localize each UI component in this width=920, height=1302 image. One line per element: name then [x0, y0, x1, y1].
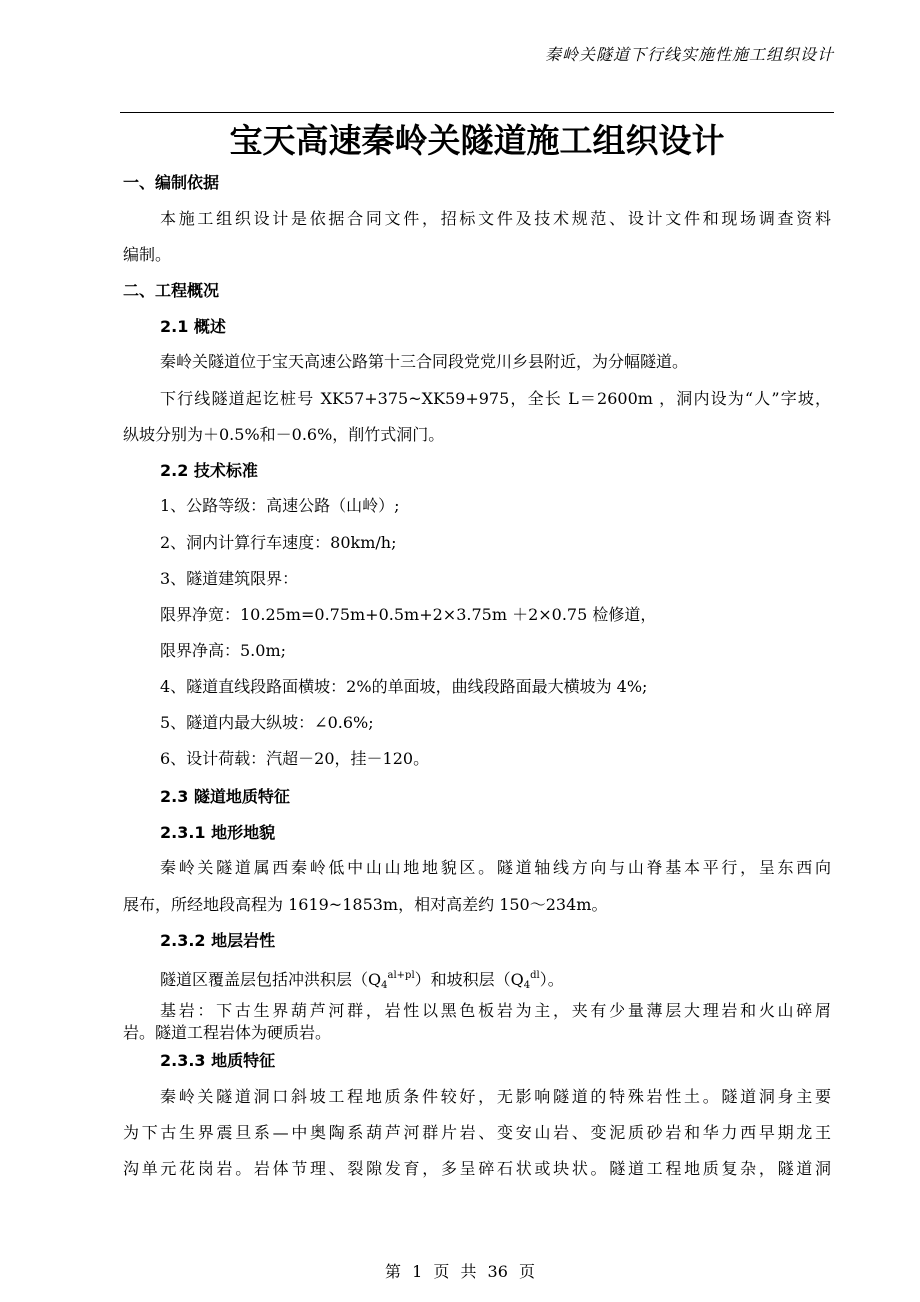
header-divider	[120, 112, 834, 113]
q-subscript-2: 4	[523, 980, 531, 991]
q-superscript-1: al+pl	[387, 970, 415, 981]
section-2-3-1-heading: 2.3.1 地形地貌	[160, 823, 276, 842]
q-superscript-2: dl	[530, 970, 540, 981]
section-2-3-heading: 2.3 隧道地质特征	[160, 787, 290, 806]
overburden-text-a: 隧道区覆盖层包括冲洪积层（Q	[160, 970, 382, 989]
section-2-3-3-heading: 2.3.3 地质特征	[160, 1051, 276, 1070]
section-2-1-paragraph-2-line-1: 下行线隧道起讫桩号 XK57+375~XK59+975，全长 L＝2600m ，洞内设为“人”字坡，	[160, 389, 831, 408]
running-header: 秦岭关隧道下行线实施性施工组织设计	[544, 45, 834, 64]
section-2-3-3-paragraph-line-2: 为下古生界震旦系—中奥陶系葫芦河群片岩、变安山岩、变泥质砂岩和华力西早期龙王	[123, 1123, 831, 1142]
page-number-footer: 第 1 页 共 36 页	[385, 1262, 535, 1281]
q-subscript-1: 4	[381, 980, 388, 991]
section-1-paragraph-line-1: 本施工组织设计是依据合同文件，招标文件及技术规范、设计文件和现场调查资料	[160, 209, 831, 228]
section-2-3-1-paragraph-line-1: 秦岭关隧道属西秦岭低中山山地地貌区。隧道轴线方向与山脊基本平行，呈东西向	[160, 858, 831, 877]
section-2-3-1-paragraph-line-2: 展布，所经地段高程为 1619~1853m，相对高差约 150～234m。	[123, 895, 608, 914]
section-2-3-2-paragraph-2-line-1: 基岩：下古生界葫芦河群，岩性以黑色板岩为主，夹有少量薄层大理岩和火山碎屑	[160, 1001, 831, 1020]
overburden-text-c: ）。	[539, 970, 564, 989]
section-2-2-heading: 2.2 技术标准	[160, 461, 258, 480]
overburden-text-b: ）和坡积层（Q	[414, 970, 524, 989]
standard-item-6: 6、设计荷载：汽超－20，挂－120。	[160, 749, 430, 768]
section-2-heading: 二、工程概况	[123, 281, 220, 300]
section-1-paragraph-line-2: 编制。	[123, 245, 172, 264]
standard-item-3: 3、隧道建筑限界：	[160, 569, 299, 588]
section-2-3-3-paragraph-line-3: 沟单元花岗岩。岩体节理、裂隙发育，多呈碎石状或块状。隧道工程地质复杂，隧道洞	[123, 1159, 831, 1178]
section-1-heading: 一、编制依据	[123, 173, 220, 192]
section-2-1-heading: 2.1 概述	[160, 317, 226, 336]
standard-item-3-height: 限界净高：5.0m;	[160, 641, 287, 660]
standard-item-1: 1、公路等级：高速公路（山岭）;	[160, 496, 400, 515]
standard-item-5: 5、隧道内最大纵坡：∠0.6%;	[160, 713, 374, 732]
section-2-3-2-paragraph-2-line-2: 岩。隧道工程岩体为硬质岩。	[123, 1023, 332, 1042]
document-title: 宝天高速秦岭关隧道施工组织设计	[229, 121, 725, 160]
standard-item-3-width: 限界净宽：10.25m=0.75m+0.5m+2×3.75m ＋2×0.75 检修道，	[160, 605, 657, 624]
section-2-3-3-paragraph-line-1: 秦岭关隧道洞口斜坡工程地质条件较好，无影响隧道的特殊岩性土。隧道洞身主要	[160, 1087, 831, 1106]
section-2-3-2-paragraph-1	[160, 965, 880, 997]
section-2-1-paragraph-1: 秦岭关隧道位于宝天高速公路第十三合同段党党川乡县附近，为分幅隧道。	[160, 352, 689, 371]
standard-item-4: 4、隧道直线段路面横坡：2%的单面坡，曲线段路面最大横坡为 4%;	[160, 677, 648, 696]
section-2-1-paragraph-2-line-2: 纵坡分别为＋0.5%和－0.6%，削竹式洞门。	[123, 425, 445, 444]
section-2-3-2-heading: 2.3.2 地层岩性	[160, 931, 276, 950]
standard-item-2: 2、洞内计算行车速度：80km/h;	[160, 533, 397, 552]
